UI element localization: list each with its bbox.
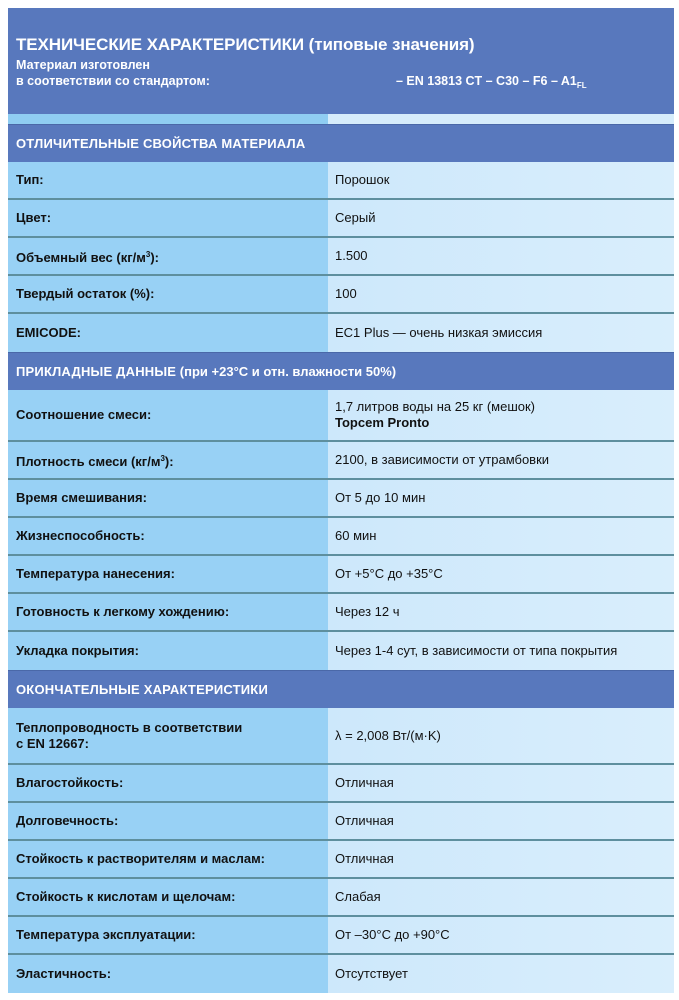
table-row xyxy=(8,200,674,238)
label-line2: с EN 12667: xyxy=(16,735,89,751)
row-label: Жизнеспособность: xyxy=(8,518,328,554)
section-header-application-data xyxy=(8,352,674,390)
row-value: Отсутствует xyxy=(328,955,674,993)
row-label: Эластичность: xyxy=(8,955,328,993)
row-label: Влагостойкость: xyxy=(8,765,328,801)
table-row xyxy=(8,955,674,993)
value-line: 1,7 литров воды на 25 кг (мешок) xyxy=(335,399,536,414)
row-value: Слабая xyxy=(328,879,674,915)
product-name: Topcem Pronto xyxy=(335,415,430,430)
technical-specs-sheet xyxy=(8,8,674,993)
title-main: ТЕХНИЧЕСКИЕ ХАРАКТЕРИСТИКИ xyxy=(16,35,305,54)
table-row xyxy=(8,480,674,518)
section-title: ПРИКЛАДНЫЕ ДАННЫЕ xyxy=(16,364,177,379)
section-header-material-properties xyxy=(8,124,674,162)
label-text: Плотность смеси (кг/м xyxy=(16,453,161,469)
row-value: Порошок xyxy=(328,162,674,198)
table-row xyxy=(8,594,674,632)
row-label: Время смешивания: xyxy=(8,480,328,516)
row-value: λ = 2,008 Вт/(м·K) xyxy=(328,708,674,763)
standard-label-line1: Материал изготовлен xyxy=(16,58,150,72)
row-value: Через 1-4 сут, в зависимости от типа покрытия xyxy=(328,632,674,670)
table-row xyxy=(8,162,674,200)
divider-strip xyxy=(8,114,674,124)
label-text-end: ): xyxy=(164,453,174,469)
label-superscript: 3 xyxy=(160,453,165,463)
row-label: Тип: xyxy=(8,162,328,198)
table-row xyxy=(8,632,674,670)
row-value: Серый xyxy=(328,200,674,236)
table-row xyxy=(8,765,674,803)
label-line1: Теплопроводность в соответствии xyxy=(16,719,243,735)
table-row xyxy=(8,518,674,556)
row-value: 2100, в зависимости от утрамбовки xyxy=(328,442,674,478)
row-value: От 5 до 10 мин xyxy=(328,480,674,516)
row-value: Отличная xyxy=(328,765,674,801)
row-label: Укладка покрытия: xyxy=(8,632,328,670)
label-text: Объемный вес (кг/м xyxy=(16,249,146,265)
table-row xyxy=(8,708,674,765)
table-row xyxy=(8,879,674,917)
table-row xyxy=(8,390,674,442)
standard-code-subscript: FL xyxy=(576,81,587,90)
row-label xyxy=(8,442,328,478)
row-label: Твердый остаток (%): xyxy=(8,276,328,312)
divider-right xyxy=(328,114,674,124)
row-label: Стойкость к кислотам и щелочам: xyxy=(8,879,328,915)
label-superscript: 3 xyxy=(145,249,151,259)
standard-label-line2: в соответствии со стандартом: xyxy=(16,74,210,88)
section-title-suffix: (при +23°C и отн. влажности 50%) xyxy=(179,364,397,379)
row-value xyxy=(328,390,674,440)
table-row xyxy=(8,238,674,276)
table-row xyxy=(8,917,674,955)
specs-title xyxy=(16,35,474,55)
table-row xyxy=(8,442,674,480)
standard-code-text: – EN 13813 CT – C30 – F6 – A1 xyxy=(396,74,577,88)
row-label: Температура нанесения: xyxy=(8,556,328,592)
section-title: ОКОНЧАТЕЛЬНЫЕ ХАРАКТЕРИСТИКИ xyxy=(16,682,268,697)
row-label: Стойкость к растворителям и маслам: xyxy=(8,841,328,877)
table-row xyxy=(8,803,674,841)
standard-code xyxy=(396,74,587,90)
row-value: Через 12 ч xyxy=(328,594,674,630)
row-label: Готовность к легкому хождению: xyxy=(8,594,328,630)
table-row xyxy=(8,841,674,879)
table-row xyxy=(8,276,674,314)
row-value: Отличная xyxy=(328,803,674,839)
row-value: От –30°C до +90°C xyxy=(328,917,674,953)
row-label: Цвет: xyxy=(8,200,328,236)
row-value: 60 мин xyxy=(328,518,674,554)
row-value: 100 xyxy=(328,276,674,312)
row-label: Температура эксплуатации: xyxy=(8,917,328,953)
section-title: ОТЛИЧИТЕЛЬНЫЕ СВОЙСТВА МАТЕРИАЛА xyxy=(16,136,306,151)
row-value: Отличная xyxy=(328,841,674,877)
row-label xyxy=(8,708,328,763)
row-label: Соотношение смеси: xyxy=(8,390,328,440)
label-text-end: ): xyxy=(150,249,160,265)
section-header-final-characteristics xyxy=(8,670,674,708)
divider-left xyxy=(8,114,328,124)
row-label xyxy=(8,238,328,274)
table-row xyxy=(8,556,674,594)
row-value: 1.500 xyxy=(328,238,674,274)
row-label: Долговечность: xyxy=(8,803,328,839)
table-row xyxy=(8,314,674,352)
row-value: EC1 Plus — очень низкая эмиссия xyxy=(328,314,674,352)
row-value: От +5°C до +35°C xyxy=(328,556,674,592)
title-suffix: (типовые значения) xyxy=(308,35,475,54)
row-label: EMICODE: xyxy=(8,314,328,352)
specs-header xyxy=(8,8,674,114)
